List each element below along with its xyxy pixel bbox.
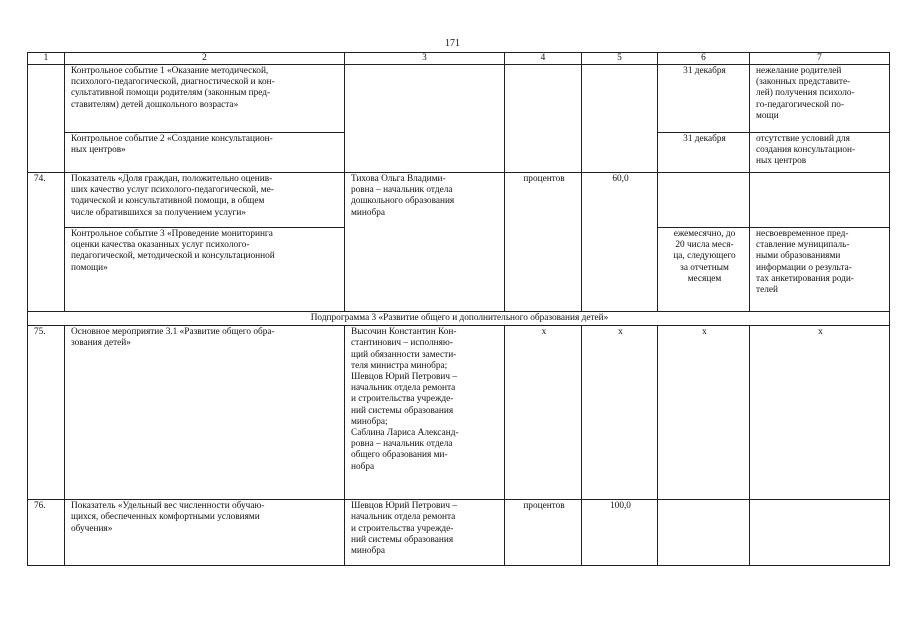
subprogram-title: Подпрограмма 3 «Развитие общего и дополнительного образования детей» — [28, 312, 890, 326]
column-header: 6 — [658, 53, 750, 65]
deadline-cell — [658, 500, 750, 566]
table-row — [28, 65, 890, 133]
activity-name-cell: Основное мероприятие 3.1 «Развитие общего обра- зования детей» — [65, 326, 345, 500]
event-name-cell: Контрольное событие 2 «Создание консультацион- ных центров» — [65, 133, 345, 173]
table-row — [28, 500, 890, 566]
column-header: 1 — [28, 53, 65, 65]
row-number-cell — [28, 65, 65, 173]
row-number-cell: 74. — [28, 173, 65, 312]
indicator-name-cell: Показатель «Доля граждан, положительно оценив- ших качество услуг психолого-педагогической, ме- тодической и консультативной помощи, в общем числе обратившихся за получением услуги» — [65, 173, 345, 228]
column-header: 5 — [582, 53, 658, 65]
deadline-cell: х — [658, 326, 750, 500]
deadline-cell: 31 декабря — [658, 133, 750, 173]
responsible-cell: Шевцов Юрий Петрович – начальник отдела ремонта и строительства учрежде- ний системы образования минобра — [345, 500, 505, 566]
responsible-cell: Высочин Константин Кон- стантинович – исполняю- щий обязанности замести- теля министра минобра; Шевцов Юрий Петрович – начальник отдела ремонта и строительства учрежде- ний системы образования минобра; Саблина Лариса Александ- ровна – начальник отдела общего образования ми- нобра — [345, 326, 505, 500]
risk-cell — [750, 173, 890, 228]
responsible-cell: Тихова Ольга Владими- ровна – начальник отдела дошкольного образования минобра — [345, 173, 505, 312]
plan-table — [27, 52, 890, 566]
page-number: 171 — [445, 38, 460, 49]
value-cell: х — [582, 326, 658, 500]
unit-cell — [505, 65, 582, 173]
row-number-cell: 75. — [28, 326, 65, 500]
risk-cell — [750, 500, 890, 566]
column-header: 4 — [505, 53, 582, 65]
risk-cell: нежелание родителей (законных представите- лей) получения психоло- го-педагогической по- мощи — [750, 65, 890, 133]
column-header: 7 — [750, 53, 890, 65]
indicator-name-cell: Показатель «Удельный вес численности обучаю- щихся, обеспеченных комфортными условиями обучения» — [65, 500, 345, 566]
table-row — [28, 173, 890, 228]
row-number-cell: 76. — [28, 500, 65, 566]
column-header: 2 — [65, 53, 345, 65]
column-number-row — [28, 53, 890, 65]
responsible-cell — [345, 65, 505, 173]
value-cell — [582, 65, 658, 173]
deadline-cell — [658, 173, 750, 228]
value-cell: 100,0 — [582, 500, 658, 566]
deadline-cell: 31 декабря — [658, 65, 750, 133]
risk-cell: отсутствие условий для создания консультацион- ных центров — [750, 133, 890, 173]
risk-cell: х — [750, 326, 890, 500]
value-cell: 60,0 — [582, 173, 658, 312]
risk-cell: несвоевременное пред- ставление муниципаль- ными образованиями информации о результа- тах анкетирования роди- телей — [750, 228, 890, 312]
deadline-cell: ежемесячно, до 20 числа меся- ца, следующего за отчетным месяцем — [658, 228, 750, 312]
table-row — [28, 326, 890, 500]
column-header: 3 — [345, 53, 505, 65]
event-name-cell: Контрольное событие 1 «Оказание методической, психолого-педагогической, диагностической и кон- сультативной помощи родителям (законным пред- ставителям) детей дошкольного возраста» — [65, 65, 345, 133]
unit-cell: процентов — [505, 173, 582, 312]
subprogram-row — [28, 312, 890, 326]
unit-cell: х — [505, 326, 582, 500]
unit-cell: процентов — [505, 500, 582, 566]
event-name-cell: Контрольное событие 3 «Проведение мониторинга оценки качества оказанных услуг психолого- педагогической, методической и консультационной помощи» — [65, 228, 345, 312]
